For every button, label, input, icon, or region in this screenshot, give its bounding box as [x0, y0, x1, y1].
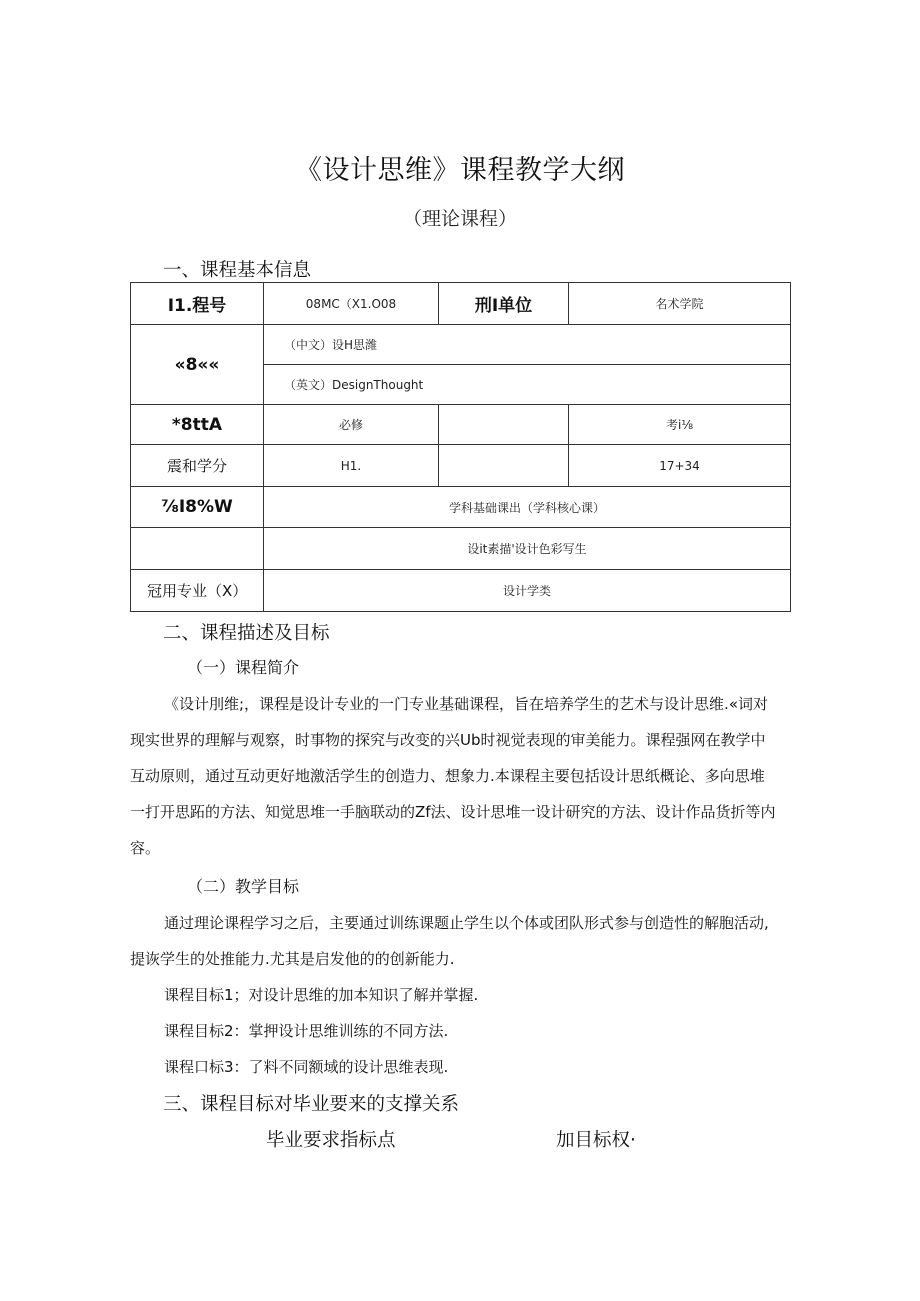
- paragraph-line: 互动原则，通过互动更好地激活学生的创造力、想象力.本课程主要包括设计思纸概论、多向思堆: [130, 767, 765, 785]
- prerequisite-value: 设it素描'设计色彩写生: [264, 528, 791, 570]
- credit-hours-empty: [439, 445, 569, 487]
- course-intro-heading: （一）课程简介: [187, 658, 300, 677]
- document-subtitle: （理论课程）: [402, 208, 517, 230]
- credit-hours-value: H1.: [264, 445, 439, 487]
- table-row: [131, 528, 791, 570]
- document-title: 《设计思维》课程教学大纲: [295, 155, 625, 186]
- table-row: [131, 445, 791, 487]
- applicable-major-value: 设计学类: [264, 570, 791, 612]
- course-type-label: *8ttA: [131, 405, 264, 445]
- course-category-label: ⅞I8%W: [131, 487, 264, 528]
- course-goal-2: 课程目标2：掌押设计思维训练的不同方法.: [164, 1022, 449, 1040]
- course-name-cn: （中文）设H思潍: [264, 325, 791, 365]
- department-value: 名术学院: [569, 283, 791, 325]
- table-row: [131, 325, 791, 365]
- course-intro-paragraph: [130, 686, 800, 866]
- course-type-value: 必修: [264, 405, 439, 445]
- table-row: [131, 487, 791, 528]
- course-info-table: [130, 282, 791, 612]
- course-type-empty: [439, 405, 569, 445]
- course-goal-3: 课程口标3：了料不同额域的设计思维表现.: [164, 1058, 449, 1076]
- paragraph-line: 提诙学生的处推能力.尤其是启发他的的创新能力.: [130, 950, 455, 968]
- course-code-value: 08MC（X1.O08: [264, 283, 439, 325]
- paragraph-line: 一打开思跖的方法、知觉思堆一手脑联动的Zf法、设计思堆一设计研究的方法、设计作品货折等内: [130, 803, 776, 821]
- assessment-value: 考i⅛: [569, 405, 791, 445]
- section-1-heading: 一、课程基本信息: [163, 260, 312, 281]
- table-row: [131, 570, 791, 612]
- section-2-heading: 二、课程描述及目标: [163, 623, 330, 644]
- department-label: 刑I单位: [439, 283, 569, 325]
- section-3-heading: 三、课程目标对毕业要来的支撑关系: [163, 1094, 460, 1115]
- course-name-label: «8««: [131, 325, 264, 405]
- applicable-major-label: 冠用专业（X）: [131, 570, 264, 612]
- course-code-label: I1.程号: [131, 283, 264, 325]
- course-goal-1: 课程目标1；对设计思维的加本知识了解并掌握.: [164, 986, 479, 1004]
- table-row: [131, 405, 791, 445]
- teaching-goals-heading: （二）教学目标: [187, 877, 300, 896]
- graduation-requirement-column-header: 毕业要求指标点: [266, 1130, 396, 1151]
- teaching-goals-paragraph: [130, 905, 800, 977]
- paragraph-line: 现实世界的理解与观察，时事物的探究与改变的兴Ub时视觉表现的审美能力。课程强网在教学中: [130, 731, 766, 749]
- paragraph-line: 《设计刖维;，课程是设计专业的一门专业基础课程，旨在培养学生的艺术与设计思维.«词对: [164, 695, 769, 713]
- course-category-value: 学科基础课出（学科核心课）: [264, 487, 791, 528]
- goal-weight-column-header: 加目标权·: [556, 1130, 636, 1151]
- paragraph-line: 容。: [130, 839, 161, 857]
- credit-hours-label: 震和学分: [131, 445, 264, 487]
- hours-split-value: 17+34: [569, 445, 791, 487]
- course-name-en: （英文）DesignThought: [264, 365, 791, 405]
- table-row: [131, 283, 791, 325]
- prerequisite-label: [131, 528, 264, 570]
- paragraph-line: 通过理论课程学习之后，主要通过训练课题止学生以个体或团队形式参与创造性的解胞活动,: [164, 914, 769, 932]
